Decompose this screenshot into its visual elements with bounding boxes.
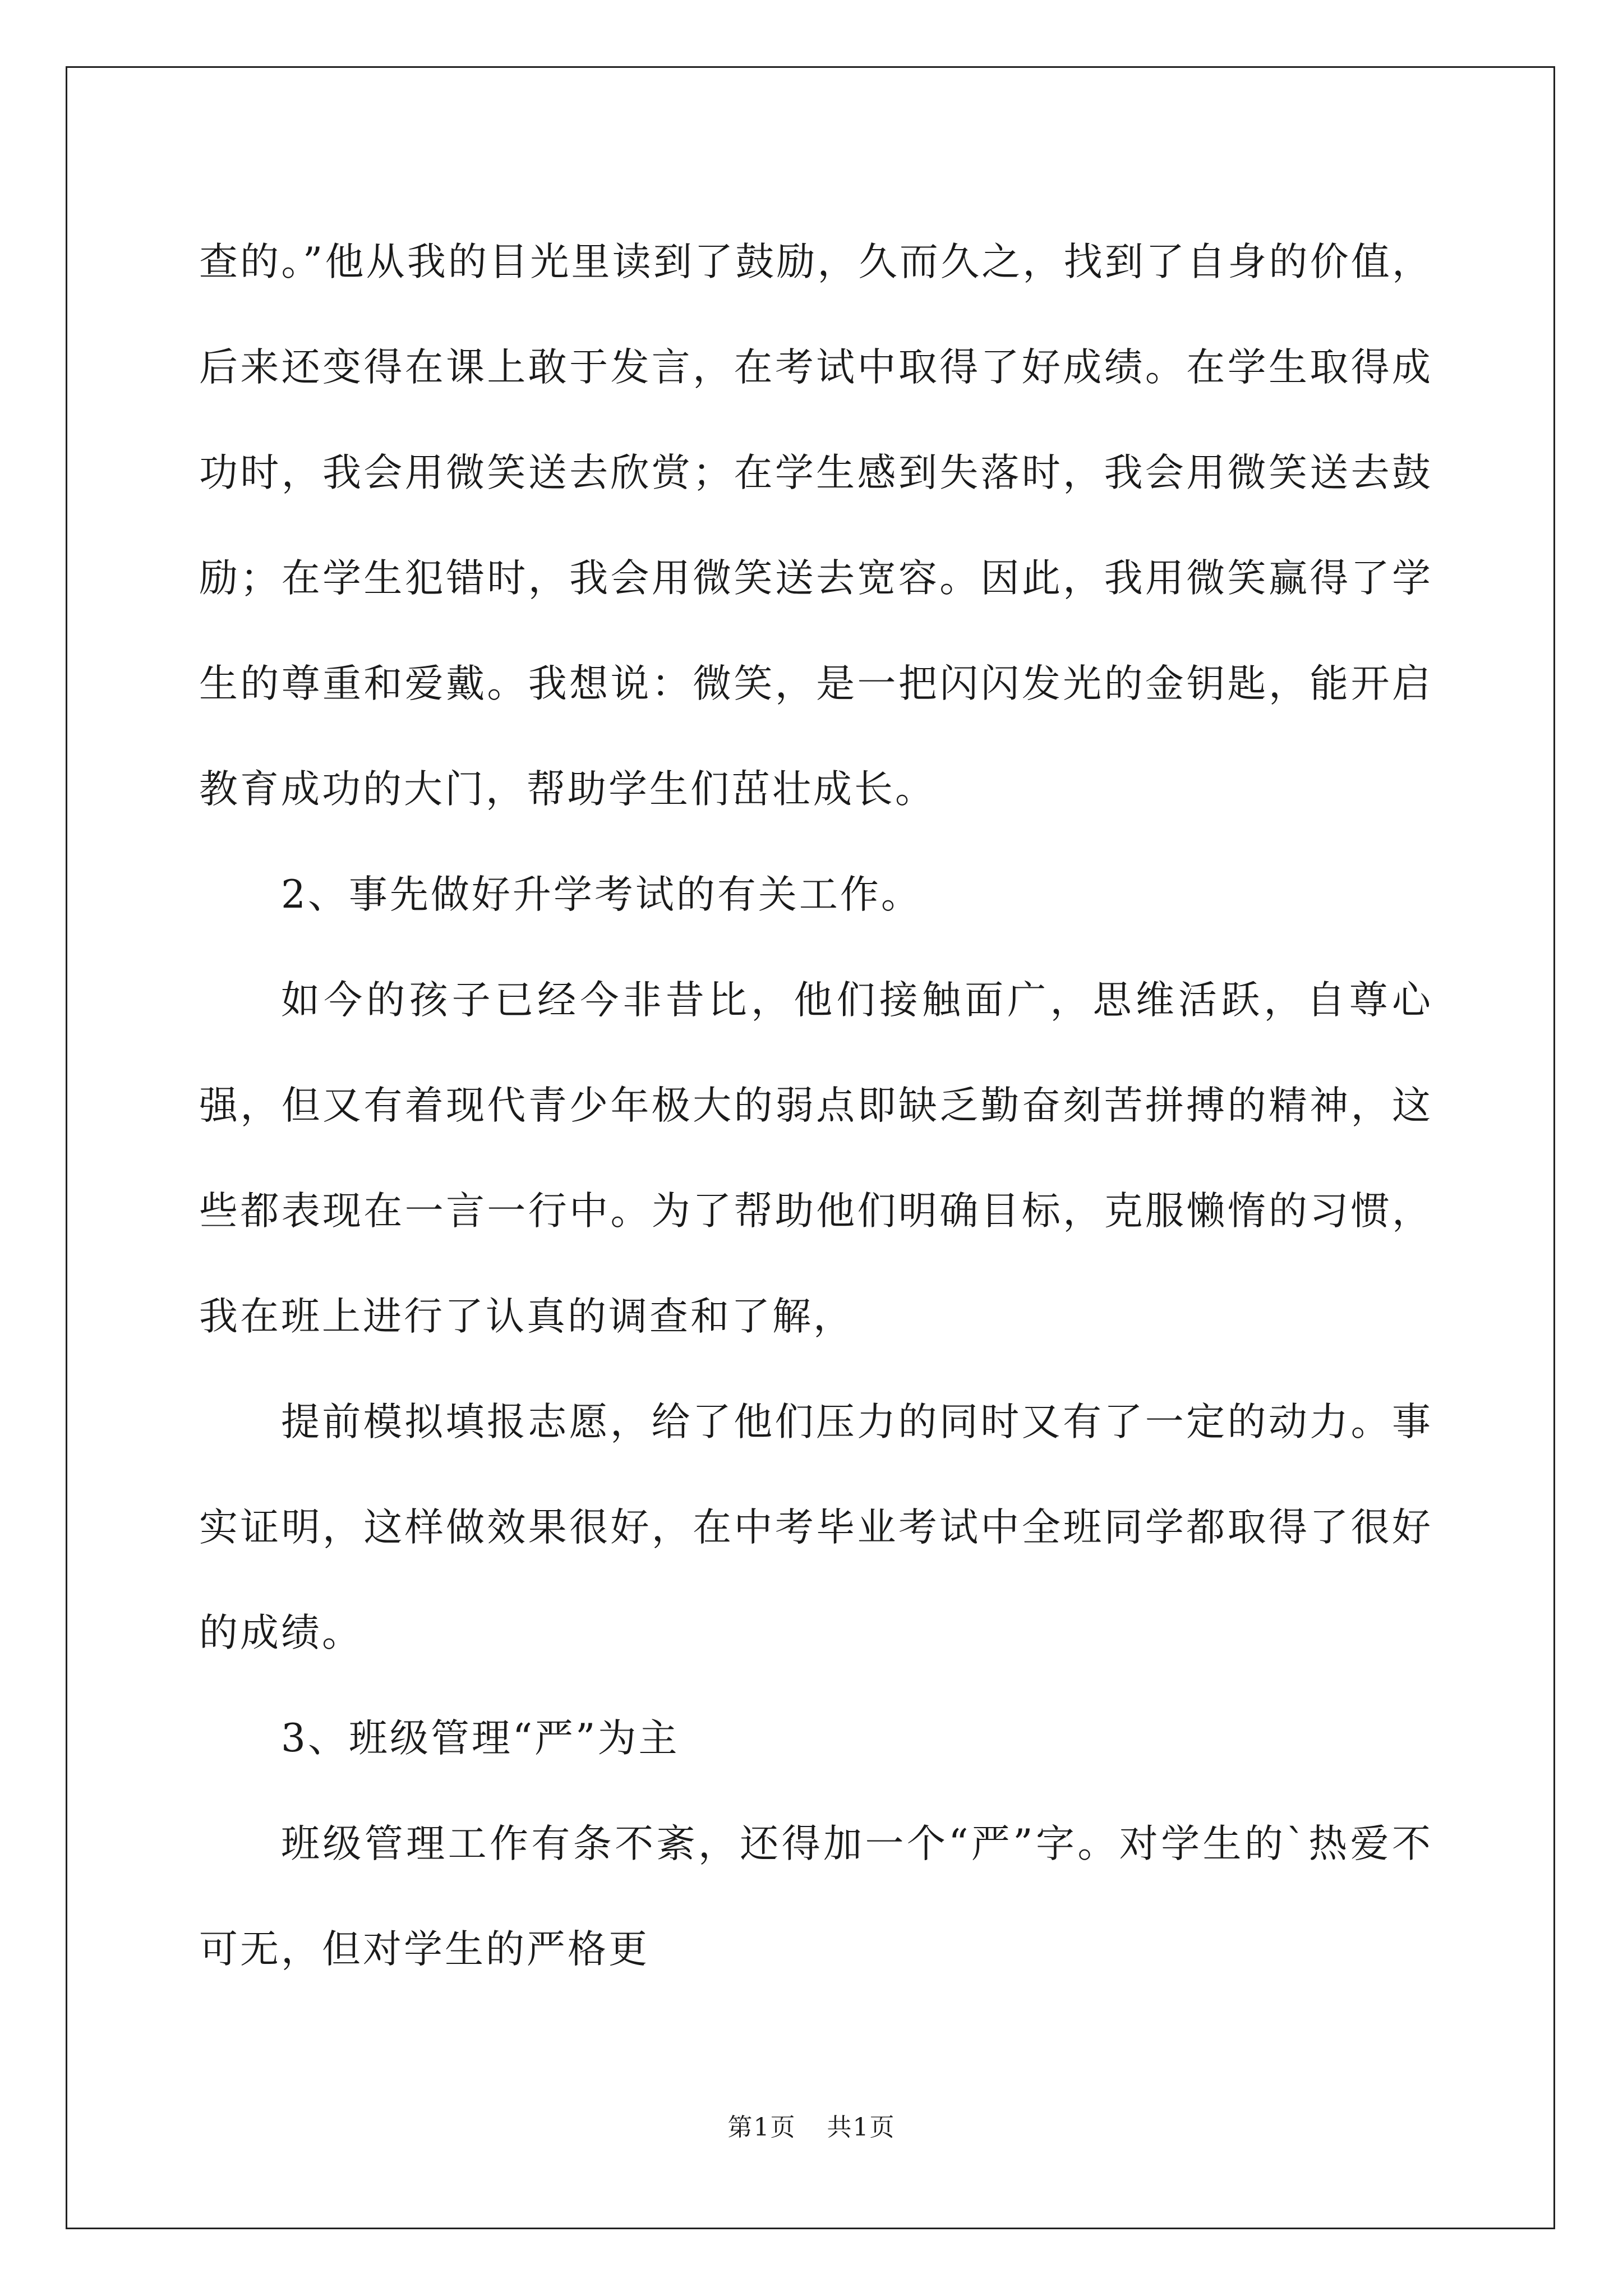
page-footer bbox=[0, 2107, 1623, 2143]
section-heading-2: 2、事先做好升学考试的有关工作。 bbox=[281, 872, 922, 917]
paragraph-mock-application: 提前模拟填报志愿，给了他们压力的同时又有了一定的动力。事实证明，这样做效果很好，在中考毕业考试中全班同学都取得了很好的成绩。 bbox=[199, 1400, 1433, 1655]
page-number-total: 共1页 bbox=[827, 2113, 896, 2142]
section-heading-3: 3、班级管理“严”为主 bbox=[281, 1716, 680, 1761]
paragraph-students-today: 如今的孩子已经今非昔比，他们接触面广，思维活跃，自尊心强，但又有着现代青少年极大的弱点即缺乏勤奋刻苦拼搏的精神，这些都表现在一言一行中。为了帮助他们明确目标，克服懒惰的习惯，我在班上进行了认真的调查和了解， bbox=[199, 978, 1433, 1339]
paragraph-continuation: 查的。”他从我的目光里读到了鼓励，久而久之，找到了自身的价值，后来还变得在课上敢于发言，在考试中取得了好成绩。在学生取得成功时，我会用微笑送去欣赏；在学生感到失落时，我会用微笑送去鼓励；在学生犯错时，我会用微笑送去宽容。因此，我用微笑赢得了学生的尊重和爱戴。我想说：微笑，是一把闪闪发光的金钥匙，能开启教育成功的大门，帮助学生们茁壮成长。 bbox=[199, 240, 1433, 812]
page-number-current: 第1页 bbox=[727, 2113, 796, 2142]
paragraph-class-management: 班级管理工作有条不紊，还得加一个“严”字。对学生的`热爱不可无，但对学生的严格更 bbox=[199, 1821, 1433, 1972]
document-body bbox=[199, 209, 1433, 2002]
